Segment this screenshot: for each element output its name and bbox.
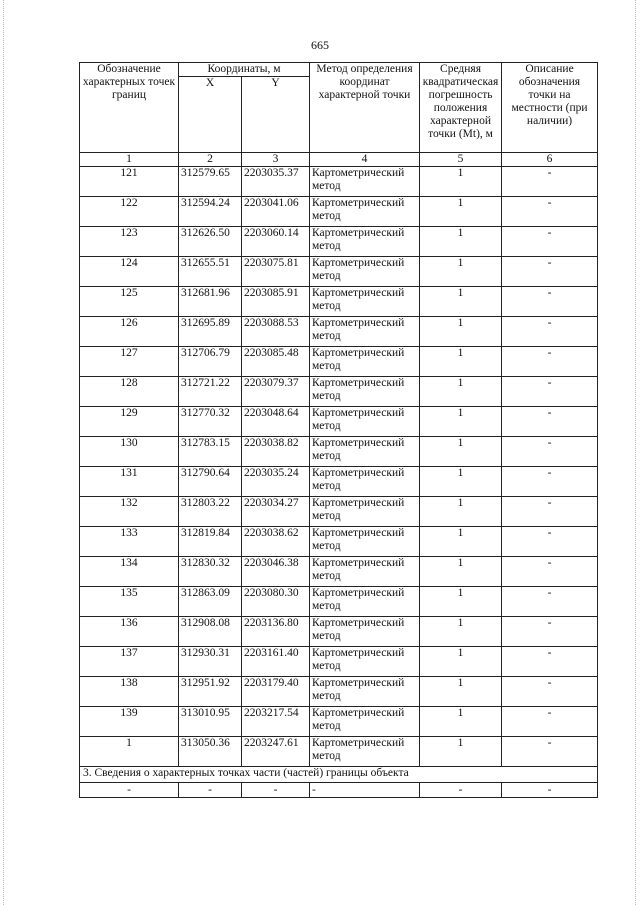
table-row	[80, 437, 598, 467]
cell-mean-error: 1	[420, 347, 502, 377]
cell-x: 312830.32	[179, 557, 242, 587]
cell-description: -	[502, 677, 598, 707]
cell-description: -	[502, 197, 598, 227]
cell-x: 312819.84	[179, 527, 242, 557]
cell-point: 123	[80, 227, 179, 257]
table-row	[80, 287, 598, 317]
cell-x: 312626.50	[179, 227, 242, 257]
cell-y: 2203034.27	[242, 497, 310, 527]
cell-point: 135	[80, 587, 179, 617]
cell-point: 133	[80, 527, 179, 557]
cell-point: 139	[80, 707, 179, 737]
cell-description: -	[502, 783, 598, 798]
cell-point: 131	[80, 467, 179, 497]
page-number: 665	[311, 38, 329, 52]
table-header-row	[80, 63, 598, 77]
cell-description: -	[502, 407, 598, 437]
cell-method: Картометрический метод	[310, 287, 420, 317]
column-number: 1	[80, 153, 179, 167]
table-body	[80, 167, 598, 767]
cell-mean-error: 1	[420, 317, 502, 347]
cell-description: -	[502, 167, 598, 197]
cell-description: -	[502, 557, 598, 587]
cell-method: Картометрический метод	[310, 197, 420, 227]
table-row	[80, 377, 598, 407]
header-point-designation: Обозначение характерных точек границ	[80, 63, 179, 153]
cell-point: 132	[80, 497, 179, 527]
cell-y: 2203046.38	[242, 557, 310, 587]
cell-mean-error: 1	[420, 437, 502, 467]
cell-y: 2203035.24	[242, 467, 310, 497]
table-row	[80, 347, 598, 377]
cell-x: 312908.08	[179, 617, 242, 647]
cell-description: -	[502, 647, 598, 677]
table-row	[80, 167, 598, 197]
column-number: 3	[242, 153, 310, 167]
cell-mean-error: 1	[420, 257, 502, 287]
cell-description: -	[502, 527, 598, 557]
cell-x: 313050.36	[179, 737, 242, 767]
table-row	[80, 257, 598, 287]
cell-method: Картометрический метод	[310, 317, 420, 347]
cell-y: 2203217.54	[242, 707, 310, 737]
cell-method: Картометрический метод	[310, 227, 420, 257]
column-number: 2	[179, 153, 242, 167]
table-row	[80, 647, 598, 677]
cell-x: 313010.95	[179, 707, 242, 737]
table-row	[80, 677, 598, 707]
cell-mean-error: 1	[420, 677, 502, 707]
cell-method: Картометрический метод	[310, 407, 420, 437]
cell-mean-error: 1	[420, 617, 502, 647]
cell-x: -	[179, 783, 242, 798]
cell-method: Картометрический метод	[310, 677, 420, 707]
cell-description: -	[502, 737, 598, 767]
table-row	[80, 197, 598, 227]
column-number: 6	[502, 153, 598, 167]
cell-description: -	[502, 497, 598, 527]
cell-x: 312594.24	[179, 197, 242, 227]
cell-x: 312721.22	[179, 377, 242, 407]
cell-y: 2203085.91	[242, 287, 310, 317]
cell-mean-error: 1	[420, 227, 502, 257]
cell-description: -	[502, 257, 598, 287]
header-description: Описание обозначения точки на местности (при наличии)	[502, 63, 598, 153]
cell-point: 126	[80, 317, 179, 347]
cell-y: 2203038.82	[242, 437, 310, 467]
cell-y: 2203075.81	[242, 257, 310, 287]
cell-method: -	[310, 783, 420, 798]
table-row	[80, 527, 598, 557]
cell-y: 2203038.62	[242, 527, 310, 557]
cell-x: 312681.96	[179, 287, 242, 317]
table-row	[80, 497, 598, 527]
cell-method: Картометрический метод	[310, 617, 420, 647]
cell-x: 312783.15	[179, 437, 242, 467]
cell-x: 312951.92	[179, 677, 242, 707]
cell-method: Картометрический метод	[310, 707, 420, 737]
table-row	[80, 737, 598, 767]
cell-y: 2203136.80	[242, 617, 310, 647]
cell-mean-error: 1	[420, 527, 502, 557]
cell-point: 121	[80, 167, 179, 197]
cell-y: 2203041.06	[242, 197, 310, 227]
cell-point: 1	[80, 737, 179, 767]
table-row	[80, 407, 598, 437]
cell-point: 138	[80, 677, 179, 707]
cell-method: Картометрический метод	[310, 167, 420, 197]
table-row	[80, 317, 598, 347]
cell-method: Картометрический метод	[310, 557, 420, 587]
cell-description: -	[502, 317, 598, 347]
cell-point: 129	[80, 407, 179, 437]
cell-method: Картометрический метод	[310, 437, 420, 467]
header-y: Y	[242, 77, 310, 153]
cell-mean-error: 1	[420, 737, 502, 767]
cell-method: Картометрический метод	[310, 377, 420, 407]
header-x: X	[179, 77, 242, 153]
cell-description: -	[502, 287, 598, 317]
cell-point: 134	[80, 557, 179, 587]
cell-y: 2203035.37	[242, 167, 310, 197]
cell-point: 125	[80, 287, 179, 317]
cell-description: -	[502, 617, 598, 647]
cell-description: -	[502, 437, 598, 467]
cell-mean-error: 1	[420, 467, 502, 497]
cell-point: 122	[80, 197, 179, 227]
column-number-row	[80, 153, 598, 167]
cell-y: 2203060.14	[242, 227, 310, 257]
cell-method: Картометрический метод	[310, 497, 420, 527]
cell-description: -	[502, 377, 598, 407]
cell-point: 124	[80, 257, 179, 287]
cell-y: 2203079.37	[242, 377, 310, 407]
header-method: Метод определения координат характерной точки	[310, 63, 420, 153]
header-mean-error: Средняя квадратическая погрешность положения характерной точки (Mt), м	[420, 63, 502, 153]
right-margin-dots	[635, 0, 637, 905]
cell-y: 2203085.48	[242, 347, 310, 377]
section-title: 3. Сведения о характерных точках части (частей) границы объекта	[80, 767, 598, 783]
cell-x: 312930.31	[179, 647, 242, 677]
cell-mean-error: 1	[420, 707, 502, 737]
table-row	[80, 617, 598, 647]
cell-point: 128	[80, 377, 179, 407]
cell-method: Картометрический метод	[310, 587, 420, 617]
cell-method: Картометрический метод	[310, 647, 420, 677]
section-row	[80, 767, 598, 783]
cell-x: 312790.64	[179, 467, 242, 497]
cell-mean-error: 1	[420, 287, 502, 317]
cell-y: 2203247.61	[242, 737, 310, 767]
left-margin-dots	[3, 0, 5, 905]
table-row	[80, 707, 598, 737]
header-coordinates: Координаты, м	[179, 63, 310, 77]
cell-method: Картометрический метод	[310, 467, 420, 497]
column-number: 4	[310, 153, 420, 167]
cell-mean-error: 1	[420, 377, 502, 407]
cell-mean-error: 1	[420, 167, 502, 197]
cell-x: 312579.65	[179, 167, 242, 197]
cell-method: Картометрический метод	[310, 257, 420, 287]
cell-description: -	[502, 467, 598, 497]
cell-point: 130	[80, 437, 179, 467]
table-row	[80, 557, 598, 587]
cell-description: -	[502, 347, 598, 377]
cell-y: -	[242, 783, 310, 798]
cell-mean-error: 1	[420, 557, 502, 587]
cell-description: -	[502, 227, 598, 257]
table-row	[80, 783, 598, 798]
cell-x: 312695.89	[179, 317, 242, 347]
cell-mean-error: 1	[420, 647, 502, 677]
cell-description: -	[502, 707, 598, 737]
cell-mean-error: 1	[420, 497, 502, 527]
cell-mean-error: 1	[420, 407, 502, 437]
cell-x: 312863.09	[179, 587, 242, 617]
table-row	[80, 227, 598, 257]
cell-point: 137	[80, 647, 179, 677]
cell-x: 312803.22	[179, 497, 242, 527]
cell-method: Картометрический метод	[310, 737, 420, 767]
cell-mean-error: 1	[420, 587, 502, 617]
cell-x: 312770.32	[179, 407, 242, 437]
cell-method: Картометрический метод	[310, 347, 420, 377]
table-row	[80, 467, 598, 497]
cell-y: 2203161.40	[242, 647, 310, 677]
cell-y: 2203179.40	[242, 677, 310, 707]
cell-method: Картометрический метод	[310, 527, 420, 557]
table-footer	[80, 767, 598, 798]
column-number: 5	[420, 153, 502, 167]
cell-point: -	[80, 783, 179, 798]
cell-x: 312706.79	[179, 347, 242, 377]
cell-x: 312655.51	[179, 257, 242, 287]
cell-description: -	[502, 587, 598, 617]
cell-y: 2203088.53	[242, 317, 310, 347]
cell-point: 127	[80, 347, 179, 377]
table-row	[80, 587, 598, 617]
cell-y: 2203048.64	[242, 407, 310, 437]
cell-y: 2203080.30	[242, 587, 310, 617]
boundary-points-table	[79, 62, 598, 798]
cell-point: 136	[80, 617, 179, 647]
cell-mean-error: 1	[420, 197, 502, 227]
cell-mean-error: -	[420, 783, 502, 798]
